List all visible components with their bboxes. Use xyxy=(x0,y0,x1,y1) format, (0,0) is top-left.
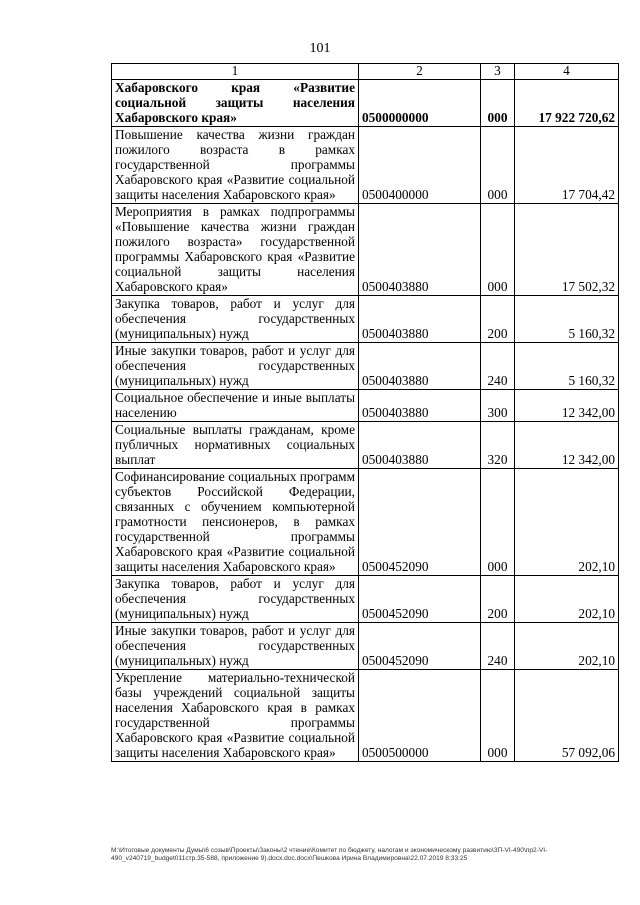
row-code-cell: 0500000000 xyxy=(359,80,481,127)
row-code-cell: 0500452090 xyxy=(359,623,481,670)
row-code-cell: 0500452090 xyxy=(359,469,481,576)
table-row xyxy=(112,576,619,623)
row-name-cell: Иные закупки товаров, работ и услуг для обеспечения государственных (муниципальных) нужд xyxy=(112,623,359,670)
row-name-cell: Закупка товаров, работ и услуг для обеспечения государственных (муниципальных) нужд xyxy=(112,296,359,343)
row-type-cell: 000 xyxy=(481,127,515,204)
row-code-cell: 0500452090 xyxy=(359,576,481,623)
table-row xyxy=(112,343,619,390)
row-code-cell: 0500400000 xyxy=(359,127,481,204)
row-type-cell: 000 xyxy=(481,204,515,296)
table-row xyxy=(112,469,619,576)
row-type-cell: 320 xyxy=(481,422,515,469)
row-code-cell: 0500403880 xyxy=(359,390,481,422)
row-name-cell: Социальное обеспечение и иные выплаты населению xyxy=(112,390,359,422)
row-name-cell: Социальные выплаты гражданам, кроме публичных нормативных социальных выплат xyxy=(112,422,359,469)
row-name-cell: Иные закупки товаров, работ и услуг для обеспечения государственных (муниципальных) нужд xyxy=(112,343,359,390)
row-code-cell: 0500403880 xyxy=(359,343,481,390)
page-number: 101 xyxy=(309,41,331,56)
row-name-cell: Закупка товаров, работ и услуг для обеспечения государственных (муниципальных) нужд xyxy=(112,576,359,623)
table-row xyxy=(112,204,619,296)
row-name-cell: Укрепление материально-технической базы учреждений социальной защиты населения Хабаровского края в рамках государственной программы Хабаровского края «Развитие социальной защиты населения Хабаровского края» xyxy=(112,670,359,762)
row-name-cell: Мероприятия в рамках подпрограммы «Повышение качества жизни граждан пожилого возраста» государственной программы Хабаровского края «Развитие социальной защиты населения Хабаровского края» xyxy=(112,204,359,296)
budget-table xyxy=(111,63,619,762)
row-type-cell: 000 xyxy=(481,670,515,762)
table-header-row xyxy=(112,64,619,80)
table-row xyxy=(112,80,619,127)
row-type-cell: 000 xyxy=(481,469,515,576)
column-header-4: 4 xyxy=(515,64,619,80)
row-type-cell: 200 xyxy=(481,576,515,623)
column-header-1: 1 xyxy=(112,64,359,80)
row-type-cell: 240 xyxy=(481,623,515,670)
row-amount-cell: 202,10 xyxy=(515,576,619,623)
table-row xyxy=(112,422,619,469)
row-amount-cell: 5 160,32 xyxy=(515,296,619,343)
row-name-cell: Повышение качества жизни граждан пожилого возраста в рамках государственной программы Хабаровского края «Развитие социальной защиты населения Хабаровского края» xyxy=(112,127,359,204)
row-amount-cell: 12 342,00 xyxy=(515,390,619,422)
column-header-2: 2 xyxy=(359,64,481,80)
row-code-cell: 0500403880 xyxy=(359,422,481,469)
row-amount-cell: 202,10 xyxy=(515,623,619,670)
row-amount-cell: 17 704,42 xyxy=(515,127,619,204)
budget-table-body xyxy=(112,64,619,762)
row-code-cell: 0500403880 xyxy=(359,296,481,343)
row-type-cell: 000 xyxy=(481,80,515,127)
table-row xyxy=(112,623,619,670)
row-amount-cell: 5 160,32 xyxy=(515,343,619,390)
row-amount-cell: 57 092,06 xyxy=(515,670,619,762)
table-row xyxy=(112,390,619,422)
table-row xyxy=(112,127,619,204)
row-name-cell: Софинансирование социальных программ субъектов Российской Федерации, связанных с обучением компьютерной грамотности пенсионеров, в рамках государственной программы Хабаровского края «Развитие социальной защиты населения Хабаровского края» xyxy=(112,469,359,576)
row-amount-cell: 17 502,32 xyxy=(515,204,619,296)
table-row xyxy=(112,296,619,343)
row-type-cell: 200 xyxy=(481,296,515,343)
row-code-cell: 0500403880 xyxy=(359,204,481,296)
row-amount-cell: 12 342,00 xyxy=(515,422,619,469)
row-type-cell: 300 xyxy=(481,390,515,422)
table-row xyxy=(112,670,619,762)
row-name-cell: Хабаровского края «Развитие социальной защиты населения Хабаровского края» xyxy=(112,80,359,127)
row-code-cell: 0500500000 xyxy=(359,670,481,762)
row-amount-cell: 17 922 720,62 xyxy=(515,80,619,127)
document-path-footer: M:\Итоговые документы Думы\6 созыв\Проекты\Законы\2 чтение\Комитет по бюджету, налогам и экономическому развитию\ЗП-VI-490\пр2-VI-490_v240719_budget011стр.35-588, приложение 9).docx.doc.docx\Пешкова Ирина Владимировна\22.07.2019 8:33:25 xyxy=(111,847,548,862)
column-header-3: 3 xyxy=(481,64,515,80)
row-type-cell: 240 xyxy=(481,343,515,390)
row-amount-cell: 202,10 xyxy=(515,469,619,576)
